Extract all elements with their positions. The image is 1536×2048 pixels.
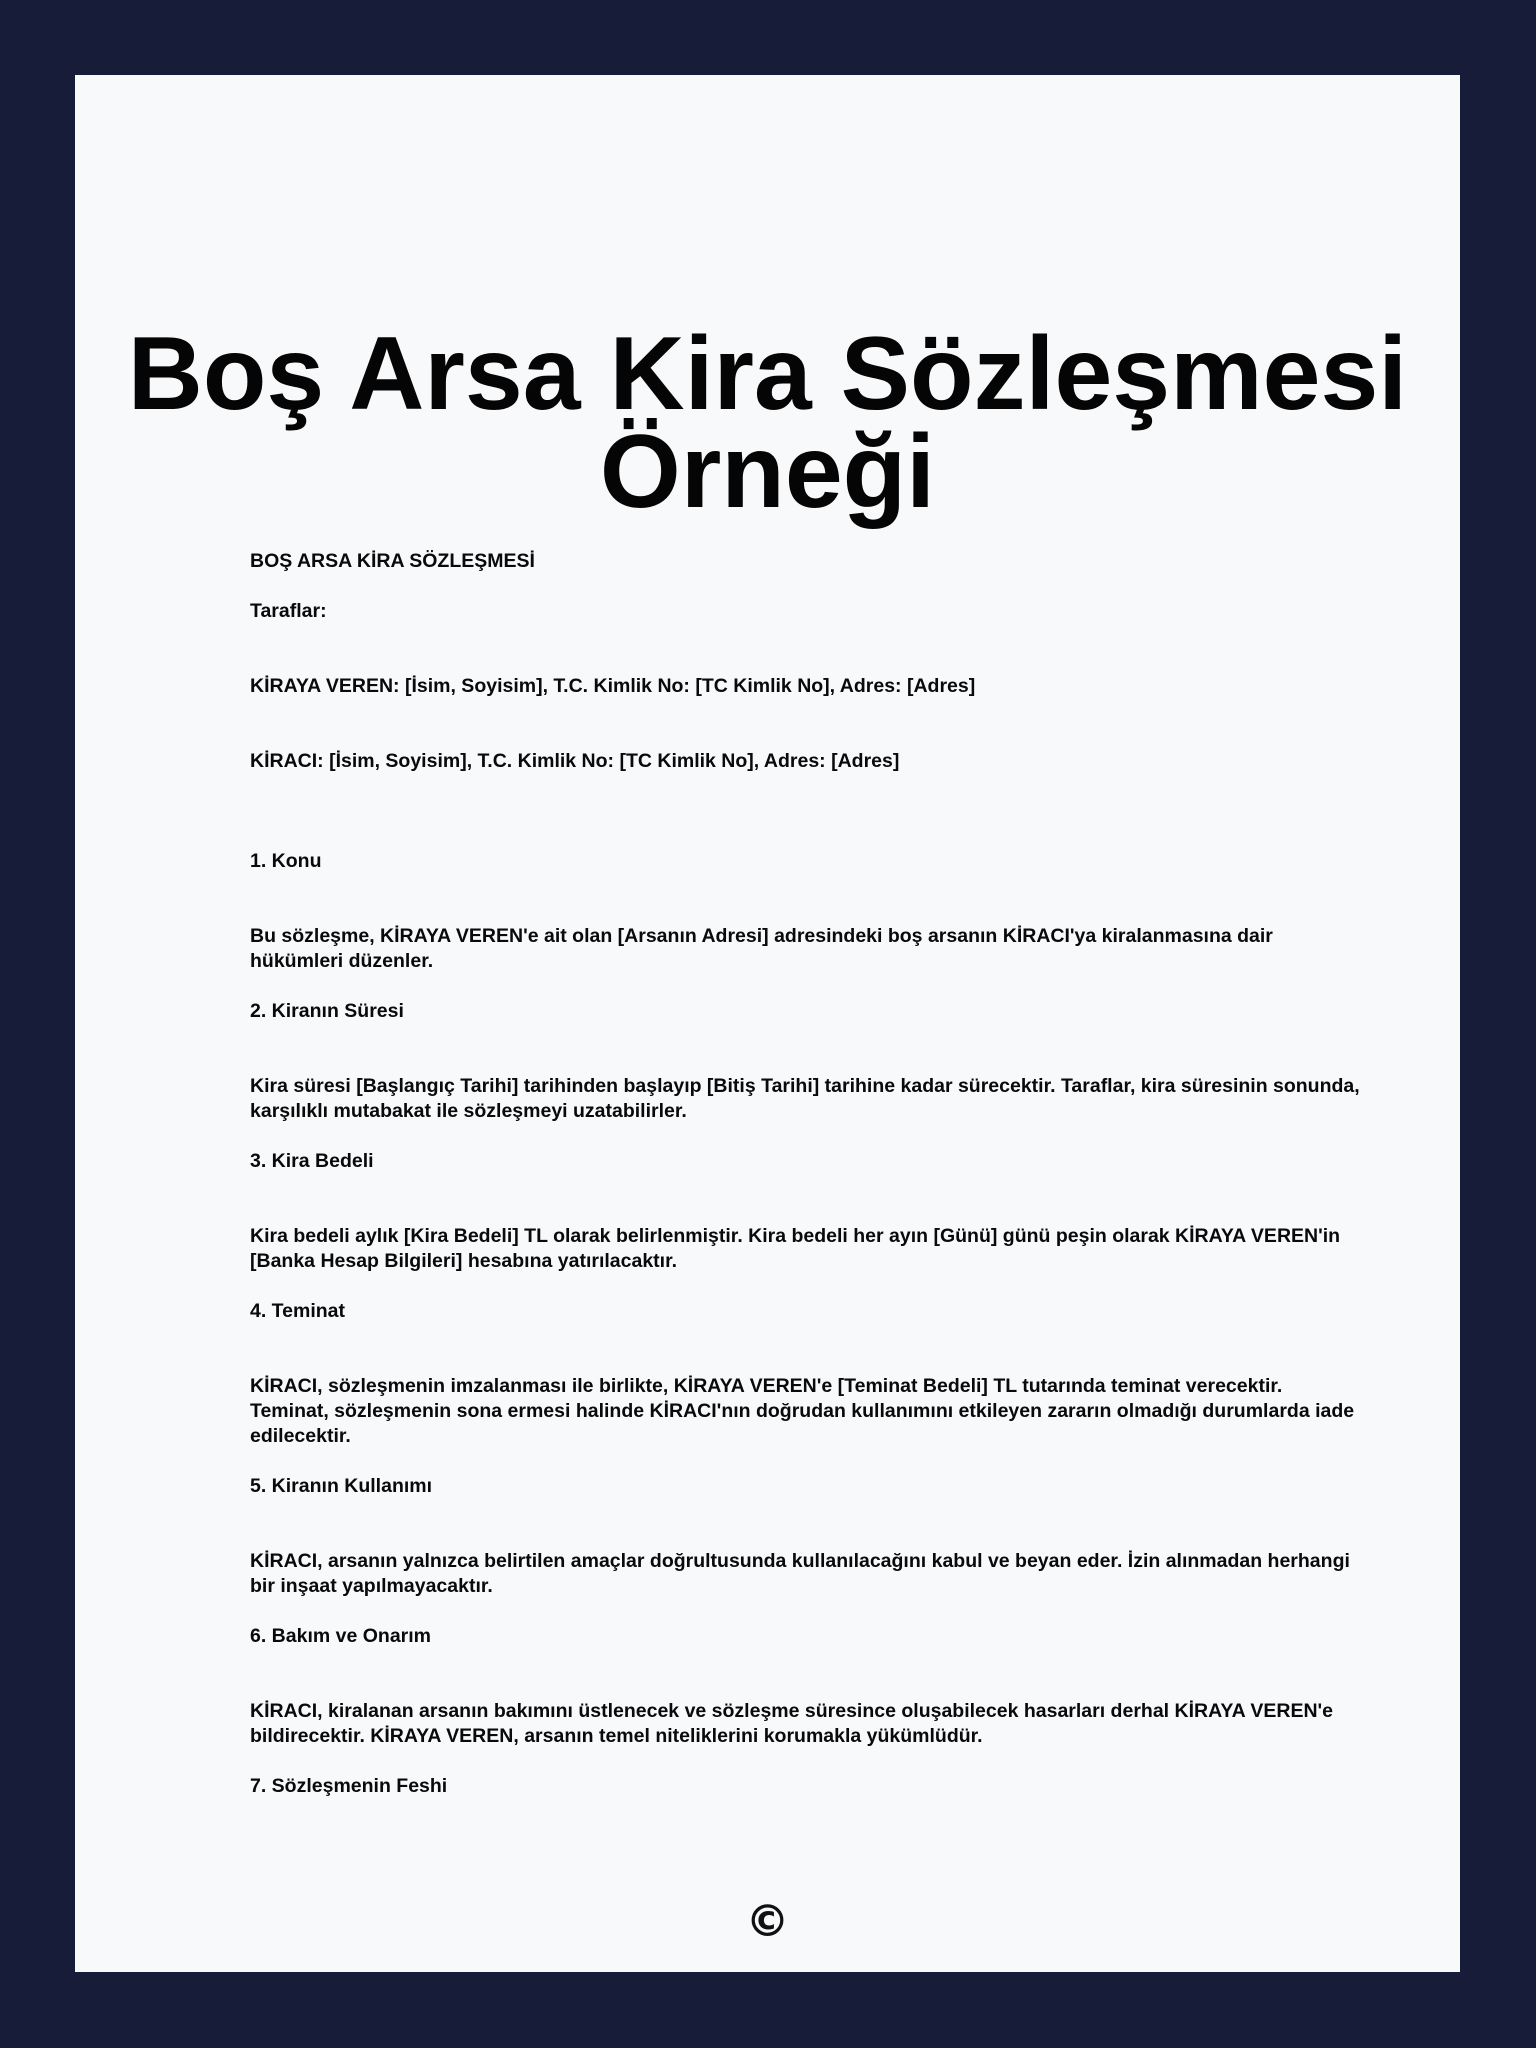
section-title: 2. Kiranın Süresi	[250, 1000, 404, 1022]
section-title: 7. Sözleşmenin Feshi	[250, 1775, 448, 1797]
section-text: KİRACI, arsanın yalnızca belirtilen amaçlar doğrultusunda kullanılacağını kabul ve beyan eder. İzin alınmadan herhangi bir inşaat yapılmayacaktır.	[250, 1550, 1350, 1597]
section-title: 3. Kira Bedeli	[250, 1150, 374, 1172]
contract-heading: BOŞ ARSA KİRA SÖZLEŞMESİ	[250, 550, 535, 572]
section-title: 4. Teminat	[250, 1300, 345, 1322]
section-text: Kira süresi [Başlangıç Tarihi] tarihinden başlayıp [Bitiş Tarihi] tarihine kadar sürecektir. Taraflar, kira süresinin sonunda, karşılıklı mutabakat ile sözleşmeyi uzatabilirler.	[250, 1075, 1360, 1122]
page-title: Boş Arsa Kira Sözleşmesi Örneği	[127, 316, 1408, 530]
document-page	[75, 75, 1460, 1972]
section-title: 1. Konu	[250, 850, 322, 872]
tenant-line: KİRACI: [İsim, Soyisim], T.C. Kimlik No: [TC Kimlik No], Adres: [Adres]	[250, 750, 900, 772]
section-title: 6. Bakım ve Onarım	[250, 1625, 432, 1647]
section-title: 5. Kiranın Kullanımı	[250, 1475, 433, 1497]
copyright-icon: ©	[745, 1896, 790, 1947]
parties-label: Taraflar:	[250, 600, 327, 622]
section-text: KİRACI, kiralanan arsanın bakımını üstlenecek ve sözleşme süresince oluşabilecek hasarları derhal KİRAYA VEREN'e bildirecektir. KİRAYA VEREN, arsanın temel niteliklerini korumakla yükümlüdür.	[250, 1700, 1334, 1747]
section-text: Kira bedeli aylık [Kira Bedeli] TL olarak belirlenmiştir. Kira bedeli her ayın [Günü] günü peşin olarak KİRAYA VEREN'in [Banka Hesap Bilgileri] hesabına yatırılacaktır.	[250, 1225, 1341, 1272]
section-text: KİRACI, sözleşmenin imzalanması ile birlikte, KİRAYA VEREN'e [Teminat Bedeli] TL tutarında teminat verecektir. Teminat, sözleşmenin sona ermesi halinde KİRACI'nın doğrudan kullanımını etkileyen zararın olmadığı durumlarda iade edilecektir.	[250, 1375, 1355, 1447]
section-text: Bu sözleşme, KİRAYA VEREN'e ait olan [Arsanın Adresi] adresindeki boş arsanın KİRACI'ya kiralanmasına dair hükümleri düzenler.	[250, 925, 1273, 972]
landlord-line: KİRAYA VEREN: [İsim, Soyisim], T.C. Kimlik No: [TC Kimlik No], Adres: [Adres]	[250, 675, 976, 697]
document-body	[250, 549, 1360, 1849]
